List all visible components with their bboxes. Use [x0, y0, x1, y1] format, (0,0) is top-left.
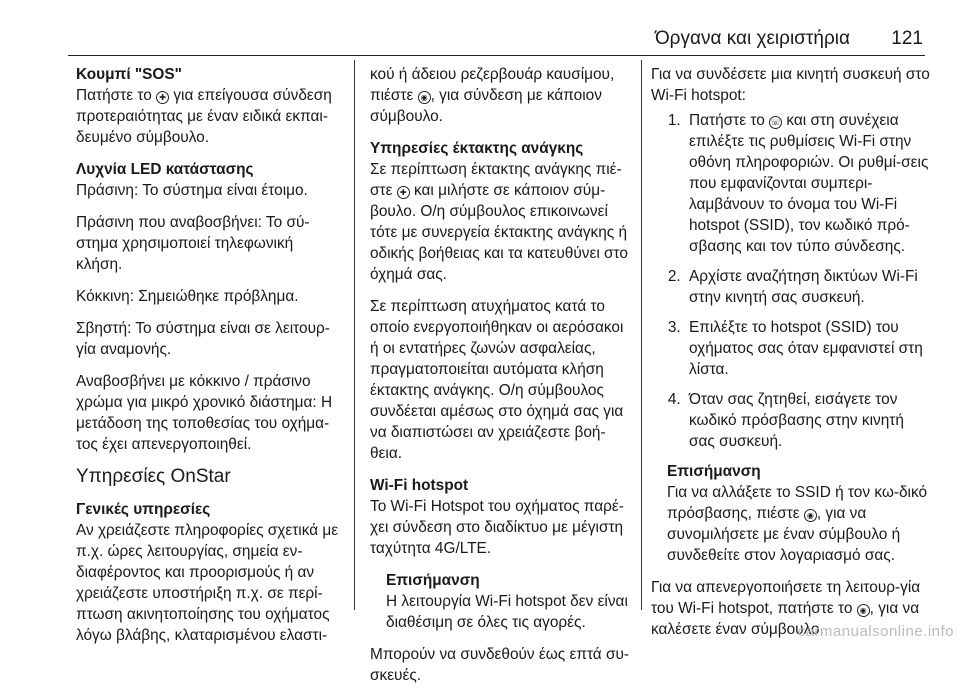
onstar-heading: Υπηρεσίες OnStar — [76, 466, 231, 487]
header-rule — [68, 55, 925, 56]
section-title: Όργανα και χειριστήρια — [654, 28, 850, 49]
led-status-green-blinking: Πράσινη που αναβοσβήνει: Το σύ-στημα χρησιμοποιεί τηλεφωνική κλήση. — [76, 214, 310, 273]
devices-paragraph: Μπορούν να συνδεθούν έως επτά συ-σκευές. — [370, 646, 630, 684]
continued-paragraph — [370, 64, 636, 127]
wifi-heading: Wi-Fi hotspot — [370, 477, 469, 494]
text: Πατήστε το — [689, 112, 770, 129]
wifi-note — [386, 570, 636, 633]
wifi-paragraph: Το Wi-Fi Hotspot του οχήματος παρέ-χει σύνδεση στο διαδίκτυο με μέγιστη ταχύτητα 4G/LTE. — [370, 498, 624, 557]
note-text: Η λειτουργία Wi-Fi hotspot δεν είναι διαθέσιμη σε όλες τις αγορές. — [386, 593, 628, 631]
ssid-note — [667, 461, 930, 566]
led-heading: Λυχνία LED κατάστασης — [76, 161, 254, 178]
general-services-paragraph: Αν χρειάζεστε πληροφορίες σχετικά με π.χ. ώρες λειτουργίας, σημεία εν-διαφέροντος και προορισμούς ή αν χρειάζεστε υποστήριξη π.χ. σε περί-πτωση ακινητοποίησης του οχήματος λόγω βλάβης, κλαταρισμένου ελαστι- — [76, 522, 339, 644]
text: , για σύνδεση με κάποιον σύμβουλο. — [370, 87, 602, 125]
note-heading: Επισήμανση — [386, 572, 480, 589]
emergency-paragraph — [370, 159, 636, 285]
page-number: 121 — [891, 28, 923, 49]
column-divider — [641, 60, 642, 610]
text: , για να συνομιλήσετε με έναν σύμβουλο ή συνδεθείτε στον λογαριασμό σας. — [667, 505, 901, 564]
column-1 — [76, 64, 342, 646]
connect-steps — [651, 110, 930, 452]
emergency-heading: Υπηρεσίες έκτακτης ανάγκης — [370, 140, 584, 157]
sos-button-icon: ✚ — [397, 186, 410, 199]
led-status-red-green: Αναβοσβήνει με κόκκινο / πράσινο χρώμα για μικρό χρονικό διάστημα: Η μετάδοση της τοποθεσίας του οχήμα-τος έχει απενεργοποιηθεί. — [76, 373, 333, 453]
column-3 — [651, 64, 930, 651]
led-status-green: Πράσινη: Το σύστημα είναι έτοιμο. — [76, 182, 308, 199]
text: Σε περίπτωση έκτακτης ανάγκης πιέ-στε — [370, 161, 622, 199]
list-item: 2. Αρχίστε αναζήτηση δικτύων Wi-Fi στην κινητή σας συσκευή. — [685, 266, 930, 308]
led-status-off: Σβηστή: Το σύστημα είναι σε λειτουρ-γία αναμονής. — [76, 320, 330, 358]
general-services-heading: Γενικές υπηρεσίες — [76, 501, 211, 518]
sos-button-icon: ✚ — [156, 91, 169, 104]
text: κού ή άδειου ρεζερβουάρ καυσίμου, πιέστε — [370, 66, 615, 104]
led-status-red: Κόκκινη: Σημειώθηκε πρόβλημα. — [76, 288, 299, 305]
text: Για να απενεργοποιήσετε τη λειτουρ-γία του Wi-Fi hotspot, πατήστε το — [651, 579, 921, 617]
onstar-button-icon: ◉ — [857, 604, 870, 617]
list-item: 4. Όταν σας ζητηθεί, εισάγετε τον κωδικό πρόσβασης στην κινητή σας συσκευή. — [685, 389, 930, 452]
accident-paragraph: Σε περίπτωση ατυχήματος κατά το οποίο ενεργοποιήθηκαν οι αερόσακοι ή οι εντατήρες ζωνών ασφαλείας, πραγματοποιείται αυτόματα κλήση έκτακτης ανάγκης. Ο/η σύμβουλος συνδέεται αμέσως στο όχημά σας για να διαπιστώσει αν χρειάζεστε βοή-θεια. — [370, 298, 624, 462]
text: και μιλήστε σε κάποιον σύμ-βουλο. Ο/η σύμβουλος επικοινωνεί τότε με συνεργεία έκτακτης ανάγκης ή οδικής βοήθειας και τα κατευθύνει στο όχημά σας. — [370, 182, 628, 283]
sos-paragraph — [76, 85, 342, 148]
list-item: 3. Επιλέξτε το hotspot (SSID) του οχήματος σας όταν εμφανιστεί στη λίστα. — [685, 317, 930, 380]
text: Για να αλλάξετε το SSID ή τον κω-δικό πρόσβασης, πιέστε — [667, 484, 928, 522]
phone-button-icon: ☏ — [770, 118, 781, 127]
sos-heading: Κουμπί "SOS" — [76, 66, 182, 83]
column-2 — [370, 64, 636, 697]
onstar-button-icon: ◉ — [418, 91, 431, 104]
text: για επείγουσα σύνδεση προτεραιότητας με έναν ειδικά εκπαι-δευμένο σύμβουλο. — [76, 87, 332, 146]
page-header — [0, 0, 960, 50]
note-heading: Επισήμανση — [667, 463, 761, 480]
list-item — [685, 110, 930, 257]
text: και στη συνέχεια επιλέξτε τις ρυθμίσεις Wi-Fi στην οθόνη πληροφοριών. Οι ρυθμί-σεις που εμφανίζονται συμπερι-λαμβάνουν το όνομα του Wi-Fi hotspot (SSID), τον κωδικό πρό-σβασης και τον τύπο σύνδεσης. — [689, 112, 929, 255]
connect-intro: Για να συνδέσετε μια κινητή συσκευή στο Wi-Fi hotspot: — [651, 66, 930, 104]
note-text — [667, 482, 930, 566]
column-divider — [354, 60, 355, 610]
text: Πατήστε το — [76, 87, 157, 104]
text: , για να καλέσετε έναν σύμβουλο. — [651, 600, 920, 638]
onstar-button-icon: ◉ — [804, 509, 817, 522]
watermark: carmanualsonline.info — [797, 623, 954, 640]
